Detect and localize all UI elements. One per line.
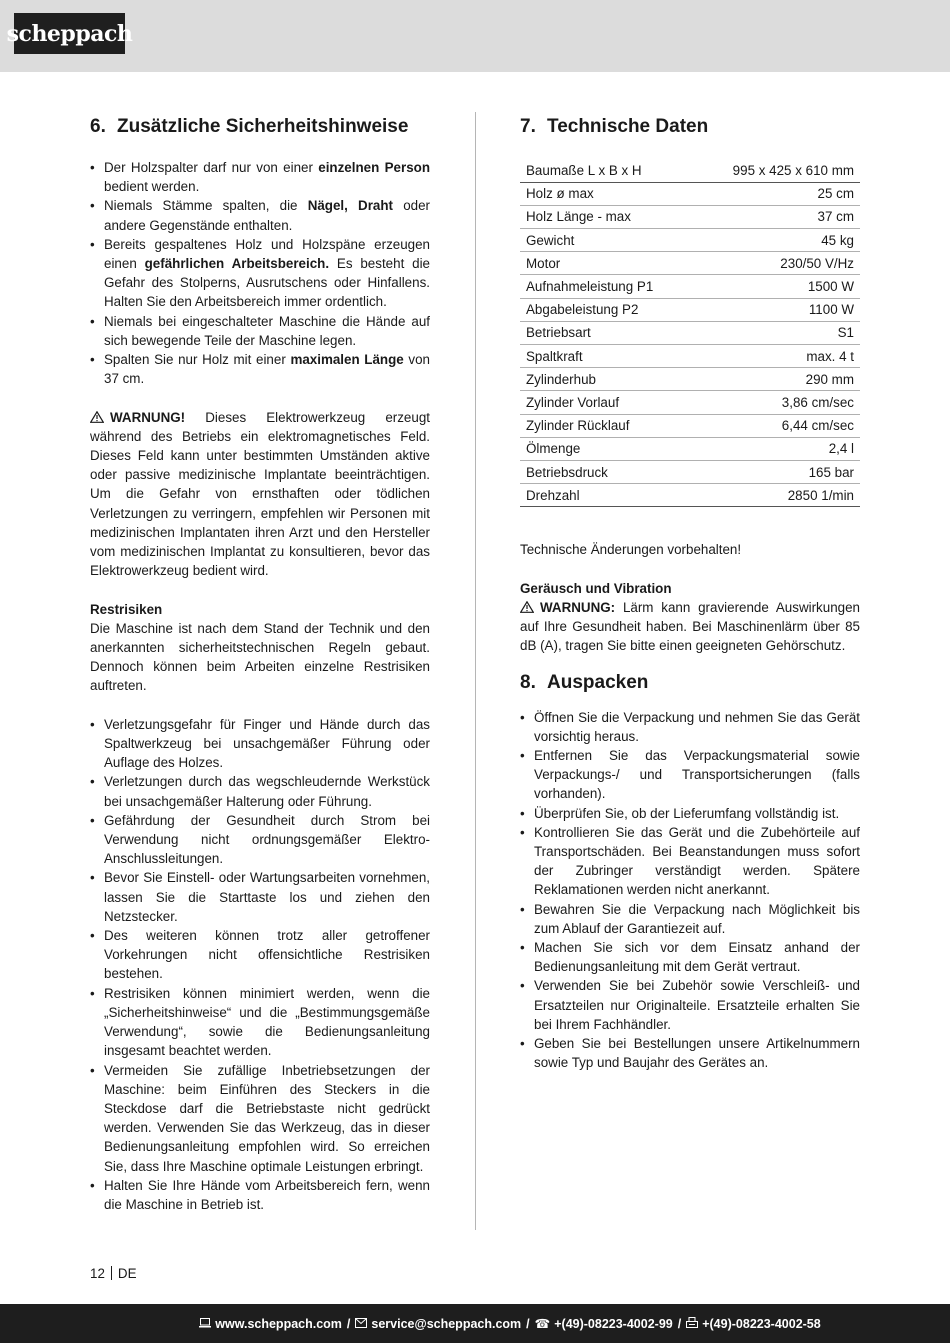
warning-icon [520,601,534,613]
spec-value: 2,4 l [694,437,860,460]
list-item: • Überprüfen Sie, ob der Lieferumfang vollständig ist. [520,804,860,823]
spec-value: 6,44 cm/sec [694,414,860,437]
safety-list [90,158,430,388]
column-divider [475,112,476,1230]
table-row [520,345,860,368]
spec-label: Aufnahmeleistung P1 [520,275,694,298]
table-row [520,205,860,228]
footer-email-link[interactable]: service@scheppach.com [371,1316,522,1331]
table-row [520,182,860,205]
mail-icon [355,1317,367,1331]
section-number: 8. [520,671,536,693]
section-8-heading [520,668,860,698]
warning-label: WARNUNG! [110,409,186,425]
spec-label: Spaltkraft [520,345,694,368]
restrisiken-text: Die Maschine ist nach dem Stand der Technik und den anerkannten sicherheitstechnischen Regeln gebaut. Dennoch können beim Arbeiten einzelne Restrisiken auftreten. [90,620,430,694]
spec-value: 3,86 cm/sec [694,391,860,414]
footer-fax: +(49)-08223-4002-58 [702,1316,821,1331]
table-row [520,298,860,321]
page-number-value: 12 [90,1266,105,1281]
list-item: • Bewahren Sie die Verpackung nach Möglichkeit bis zum Ablauf der Garantiezeit auf. [520,900,860,938]
spec-label: Ölmenge [520,437,694,460]
spec-value: 37 cm [694,205,860,228]
footer-web-link[interactable]: www.scheppach.com [215,1316,342,1331]
list-item: • Öffnen Sie die Verpackung und nehmen Sie das Gerät vorsichtig heraus. [520,708,860,746]
list-item: • Niemals bei eingeschalteter Maschine die Hände auf sich bewegende Teile der Maschine legen. [90,312,430,350]
table-row [520,229,860,252]
section-title: Auspacken [547,671,649,693]
spec-value: 25 cm [694,182,860,205]
risk-list [90,715,430,1214]
tech-spec-table [520,159,860,507]
spec-value: 1100 W [694,298,860,321]
list-item: • Verletzungsgefahr für Finger und Hände durch das Spaltwerkzeug bei unsachgemäßer Führung oder Auflage des Holzes. [90,715,430,773]
spec-label: Betriebsart [520,321,694,344]
page-number-separator [111,1266,112,1280]
computer-icon [199,1317,211,1331]
spec-label: Betriebsdruck [520,460,694,483]
spec-value: 45 kg [694,229,860,252]
list-item: • Geben Sie bei Bestellungen unsere Artikelnummern sowie Typ und Baujahr des Gerätes an. [520,1034,860,1072]
left-column [90,112,430,1214]
right-column [520,112,860,1072]
section-number: 7. [520,116,536,137]
noise-heading: Geräusch und Vibration [520,580,672,596]
table-row [520,159,860,182]
list-item: • Der Holzspalter darf nur von einer einzelnen Person bedient werden. [90,158,430,196]
list-item: • Bereits gespaltenes Holz und Holzspäne erzeugen einen gefährlichen Arbeitsbereich. Es besteht die Gefahr des Stolperns, Ausrutschens oder Hinfallens. Halten Sie den Arbeitsbereich immer ordentlich. [90,235,430,312]
list-item: • Restrisiken können minimiert werden, wenn die „Sicherheitshinweise“ und die „Bestimmungsgemäße Verwendung“, sowie die Bedienungsanleitung insgesamt beachtet werden. [90,984,430,1061]
table-row [520,391,860,414]
list-item: • Verletzungen durch das wegschleudernde Werkstück bei unsachgemäßer Halterung oder Führung. [90,772,430,810]
table-row [520,437,860,460]
table-row [520,414,860,437]
list-item: • Spalten Sie nur Holz mit einer maximalen Länge von 37 cm. [90,350,430,388]
list-item: • Des weiteren können trotz aller getroffener Vorkehrungen nicht offensichtliche Restrisiken bestehen. [90,926,430,984]
list-item: • Entfernen Sie das Verpackungsmaterial sowie Verpackungs-/ und Transportsicherungen (falls vorhanden). [520,746,860,804]
list-item: • Machen Sie sich vor dem Einsatz anhand der Bedienungsanleitung mit dem Gerät vertraut. [520,938,860,976]
spec-label: Zylinder Vorlauf [520,391,694,414]
page-language: DE [117,1266,137,1281]
section-number: 6. [90,116,106,137]
spec-label: Zylinderhub [520,368,694,391]
spec-value: 1500 W [694,275,860,298]
spec-value: 2850 1/min [694,484,860,507]
section-7-heading [520,112,860,142]
list-item: • Vermeiden Sie zufällige Inbetriebsetzungen der Maschine: beim Einführen des Steckers in die Steckdose darf die Betriebstaste nicht gedrückt werden. Verwenden Sie das Werkzeug, das in dieser Bedienungsanleitung empfohlen wird. So erreichen Sie, dass Ihre Maschine optimale Leistungen erbringt. [90,1061,430,1176]
warning-label: WARNUNG: [540,599,616,615]
table-row [520,484,860,507]
changes-note: Technische Änderungen vorbehalten! [520,542,742,558]
table-row [520,460,860,483]
spec-value: 230/50 V/Hz [694,252,860,275]
spec-label: Holz ø max [520,182,694,205]
list-item: • Verwenden Sie bei Zubehör sowie Verschleiß- und Ersatzteilen nur Originalteile. Ersatzteile erhalten Sie bei Ihrem Fachhändler. [520,976,860,1034]
footer-separator: / [346,1316,351,1331]
list-item: • Niemals Stämme spalten, die Nägel, Draht oder andere Gegenstände enthalten. [90,196,430,234]
section-title: Zusätzliche Sicherheitshinweise [117,116,409,137]
list-item: • Bevor Sie Einstell- oder Wartungsarbeiten vornehmen, lassen Sie die Starttaste los und ziehen den Netzstecker. [90,868,430,926]
header-bar [0,0,950,72]
footer-phone[interactable]: +(49)-08223-4002-99 [554,1316,673,1331]
table-row [520,252,860,275]
spec-value: 290 mm [694,368,860,391]
table-row [520,321,860,344]
brand-logo: scheppach [14,13,125,54]
list-item: • Kontrollieren Sie das Gerät und die Zubehörteile auf Transportschäden. Bei Beanstandungen muss sofort der Zubringer verständigt werden. Spätere Reklamationen werden nicht anerkannt. [520,823,860,900]
spec-label: Gewicht [520,229,694,252]
restrisiken-heading: Restrisiken [90,601,163,617]
footer-bar [0,1304,950,1343]
spec-label: Abgabeleistung P2 [520,298,694,321]
list-item: • Halten Sie Ihre Hände vom Arbeitsbereich fern, wenn die Maschine in Betrieb ist. [90,1176,430,1214]
warning-icon [90,411,104,423]
unpacking-list [520,708,860,1073]
warning-paragraph: WARNUNG! Dieses Elektrowerkzeug erzeugt während des Betriebs ein elektromagnetisches Feld. Dieses Feld kann unter bestimmten Umständen aktive oder passive medizinische Implantate beeinträchtigen. Um die Gefahr von ernsthaften oder tödlichen Verletzungen zu verringern, empfehlen wir Personen mit medizinischen Implantaten ihren Arzt und den Hersteller vom medizinischen Implantat zu konsultieren, bevor das Elektrowerkzeug bedient wird. [90,409,430,579]
section-title: Technische Daten [547,116,709,137]
spec-label: Zylinder Rücklauf [520,414,694,437]
noise-warning-paragraph: WARNUNG: Lärm kann gravierende Auswirkungen auf Ihre Gesundheit haben. Bei Maschinenlärm über 85 dB (A), tragen Sie bitte einen geeigneten Gehörschutz. [520,599,860,654]
spec-value: S1 [694,321,860,344]
footer-separator: / [677,1316,682,1331]
table-row [520,368,860,391]
section-6-heading [90,112,430,142]
table-row [520,275,860,298]
spec-label: Baumaße L x B x H [520,159,694,182]
spec-label: Holz Länge - max [520,205,694,228]
footer-separator: / [526,1316,530,1331]
phone-icon: ☎ [534,1317,551,1331]
spec-label: Motor [520,252,694,275]
page-number [90,1264,137,1283]
list-item: • Gefährdung der Gesundheit durch Strom bei Verwendung nicht ordnungsgemäßer Elektro-Anschlussleitungen. [90,811,430,869]
spec-value: max. 4 t [694,345,860,368]
spec-label: Drehzahl [520,484,694,507]
spec-value: 165 bar [694,460,860,483]
fax-icon [686,1317,698,1331]
spec-value: 995 x 425 x 610 mm [694,159,860,182]
